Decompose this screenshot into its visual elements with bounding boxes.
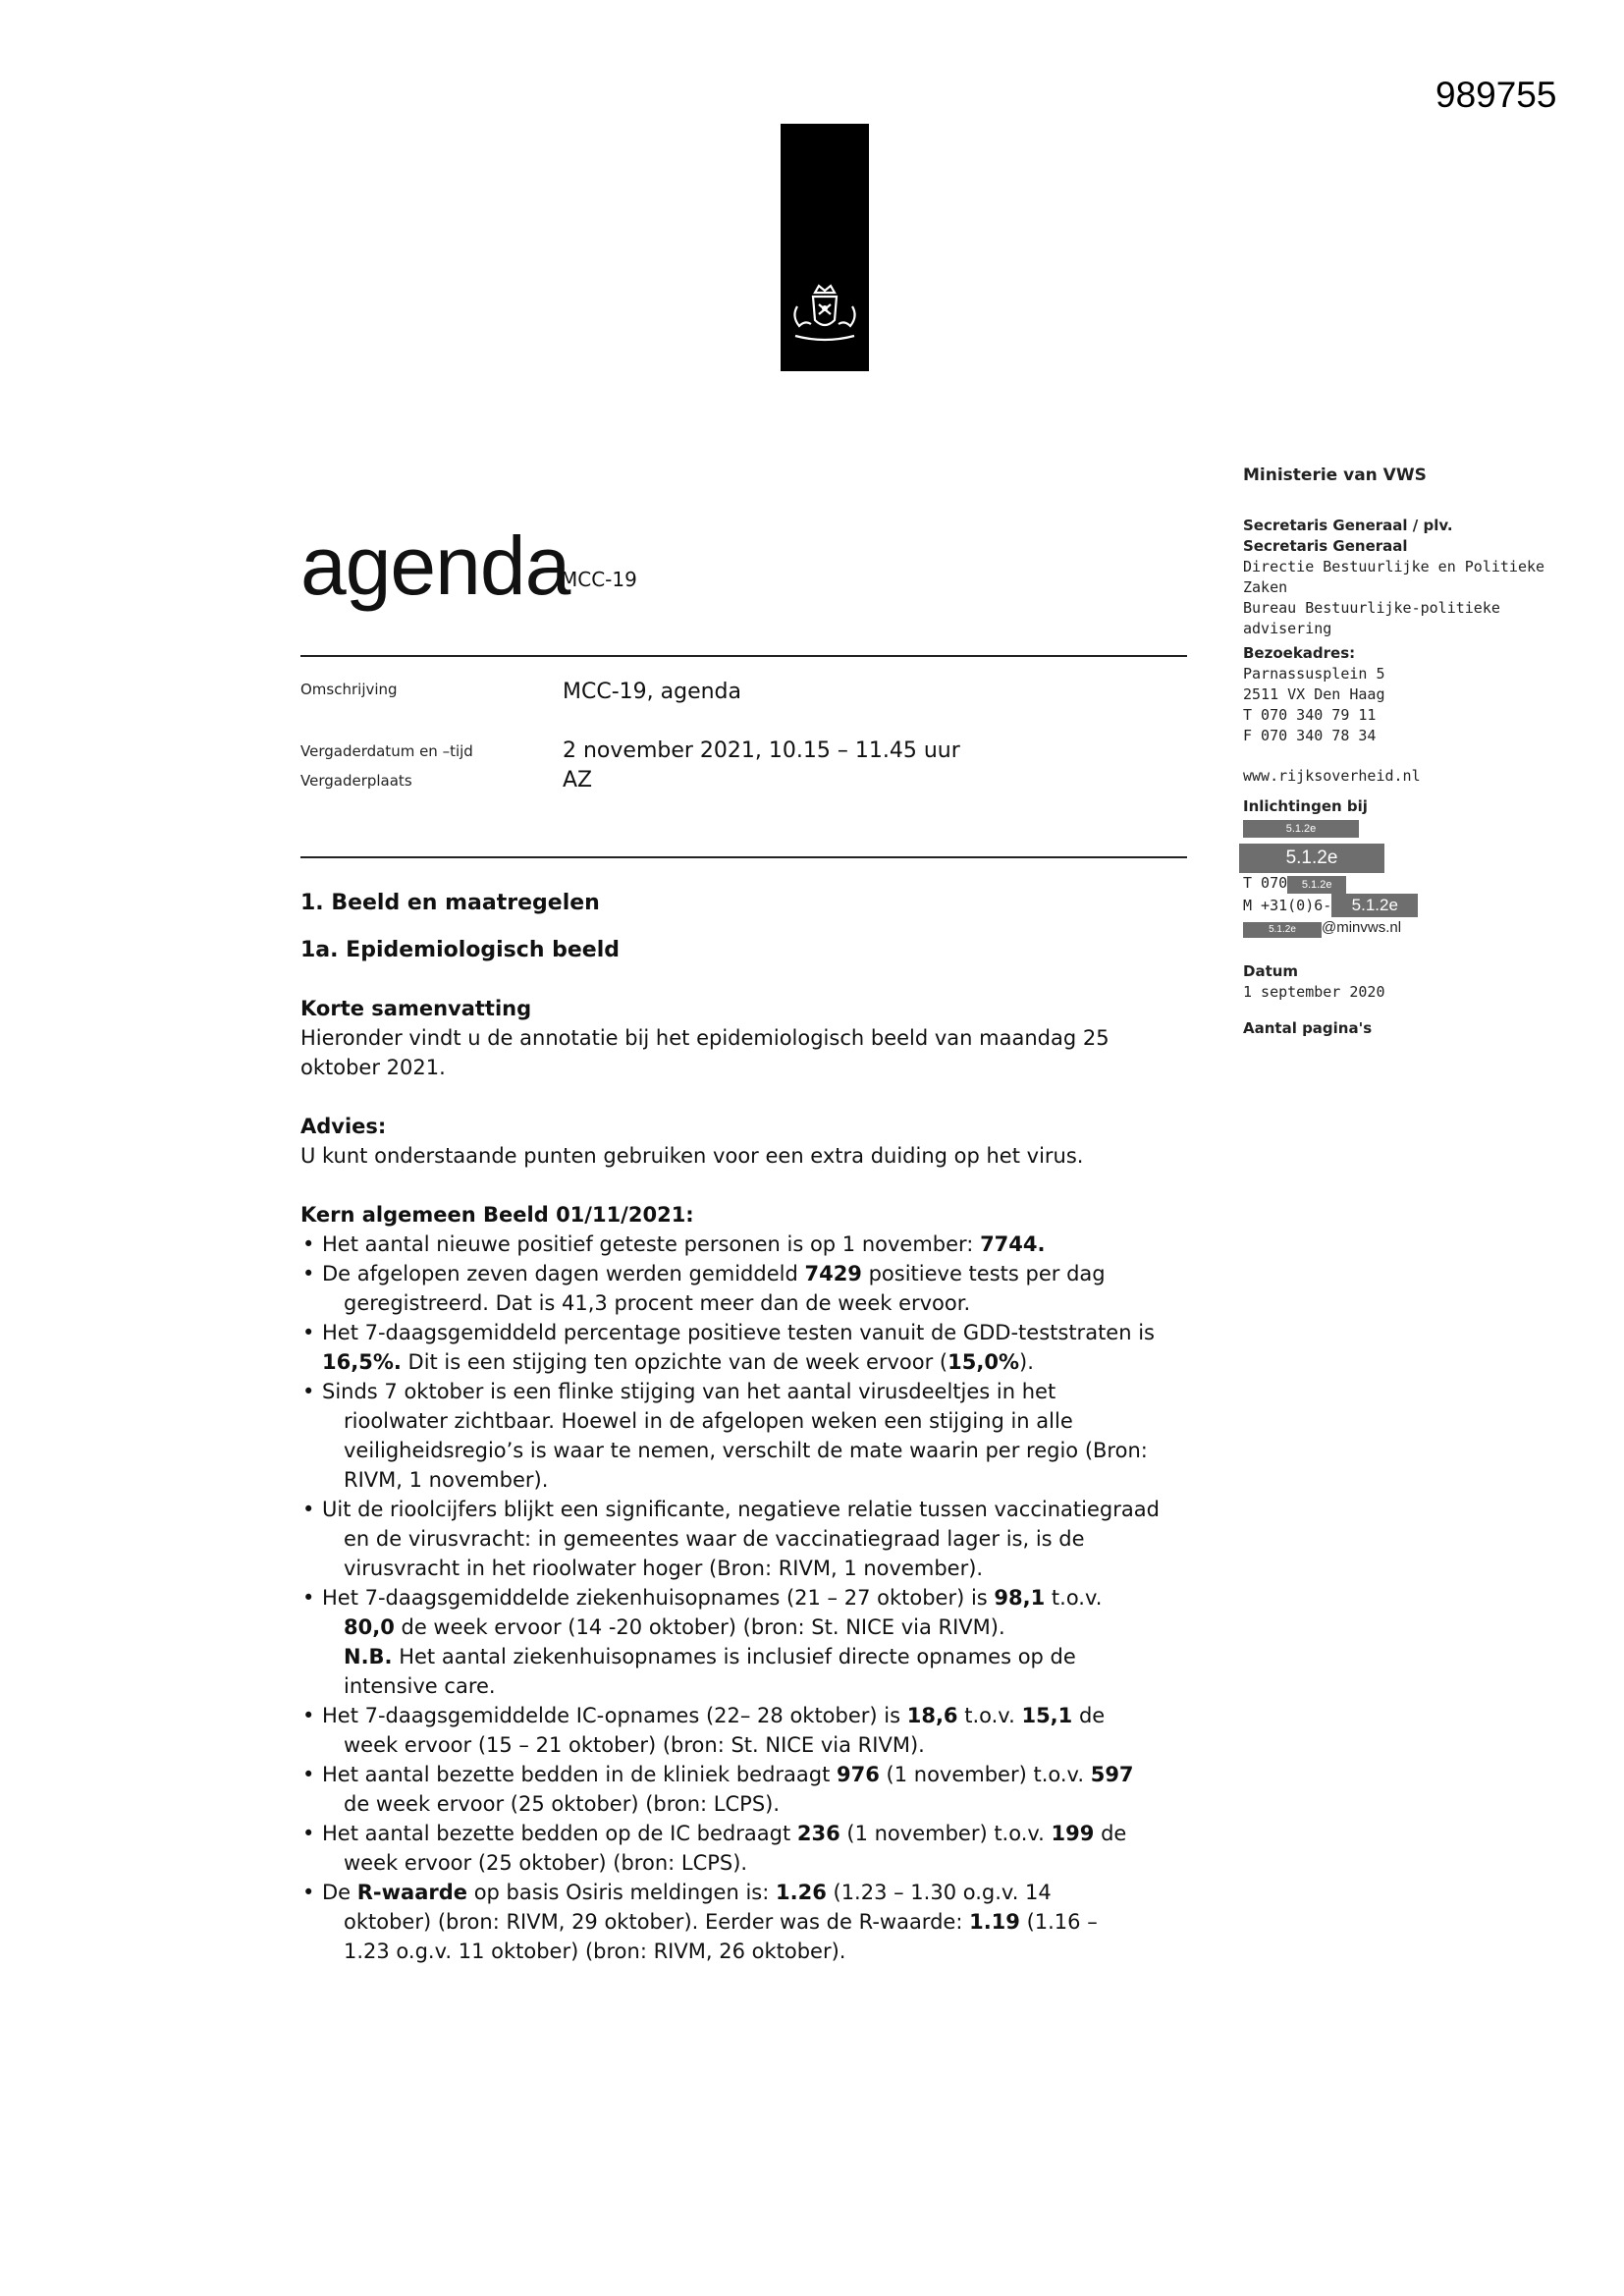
list-item: • Het aantal bezette bedden in de kliniek bedraagt 976 (1 november) t.o.v. 597 de week ervoor (25 oktober) (bron: LCPS). xyxy=(300,1760,1190,1819)
meta-divider xyxy=(300,856,1187,858)
contact-mobile-prefix: M +31(0)6- xyxy=(1243,897,1332,914)
bureau-line-1: Bureau Bestuurlijke-politieke xyxy=(1243,599,1500,617)
fax-number: F 070 340 78 34 xyxy=(1243,727,1377,744)
list-item: • Het 7-daagsgemiddelde ziekenhuisopnames (21 – 27 oktober) is 98,1 t.o.v. 80,0 de week ervoor (14 -20 oktober) (bron: St. NICE via RIVM). N.B. Het aantal ziekenhuisopnames is inclusief directe opnames op de intensive care. xyxy=(300,1583,1190,1701)
website-link[interactable]: www.rijksoverheid.nl xyxy=(1243,767,1421,785)
list-item: • De R-waarde op basis Osiris meldingen is: 1.26 (1.23 – 1.30 o.g.v. 14 oktober) (bron: RIVM, 29 oktober). Eerder was de R-waarde: 1.19 (1.16 – 1.23 o.g.v. 11 oktober) (bron: RIVM, 26 oktober). xyxy=(300,1878,1190,1966)
address-line-1: Parnassusplein 5 xyxy=(1243,665,1385,683)
redaction-block: 5.1.2e xyxy=(1331,894,1418,917)
redaction-block: 5.1.2e xyxy=(1287,876,1346,894)
date-value: 1 september 2020 xyxy=(1243,983,1385,1001)
visit-address-label: Bezoekadres: xyxy=(1243,644,1356,662)
meeting-date-label: Vergaderdatum en –tijd xyxy=(300,742,473,760)
list-item: • Het 7-daagsgemiddelde IC-opnames (22– 28 oktober) is 18,6 t.o.v. 15,1 de week ervoor (15 – 21 oktober) (bron: St. NICE via RIVM). xyxy=(300,1701,1190,1760)
meeting-date-value: 2 november 2021, 10.15 – 11.45 uur xyxy=(563,738,960,763)
core-bullet-list xyxy=(300,1230,1190,1966)
list-item: • Het aantal nieuwe positief geteste personen is op 1 november: 7744. xyxy=(300,1230,1190,1259)
info-label: Inlichtingen bij xyxy=(1243,797,1368,815)
department-line-1: Directie Bestuurlijke en Politieke xyxy=(1243,558,1545,575)
summary-block xyxy=(300,994,1190,1082)
ministry-name: Ministerie van VWS xyxy=(1243,465,1427,485)
royal-crest-icon xyxy=(785,281,864,350)
email-suffix: @minvws.nl xyxy=(1322,919,1402,936)
sidebar xyxy=(1243,465,1544,1039)
core-block xyxy=(300,1200,1190,1966)
page-subtitle: MCC-19 xyxy=(561,568,637,591)
bureau-line-2: advisering xyxy=(1243,620,1332,637)
sg-line-2: Secretaris Generaal xyxy=(1243,537,1408,555)
page-title: agenda xyxy=(300,519,570,612)
document-number: 989755 xyxy=(1435,75,1557,115)
pages-label: Aantal pagina's xyxy=(1243,1019,1373,1037)
advice-heading: Advies: xyxy=(300,1115,387,1138)
description-label: Omschrijving xyxy=(300,681,398,698)
list-item: • Het 7-daagsgemiddeld percentage positieve testen vanuit de GDD-teststraten is 16,5%. Dit is een stijging ten opzichte van de week ervoor (15,0%). xyxy=(300,1318,1190,1377)
list-item: • Sinds 7 oktober is een flinke stijging van het aantal virusdeeltjes in het rioolwater zichtbaar. Hoewel in de afgelopen weken een stijging in alle veiligheidsregio’s is waar te nemen, verschilt de mate waarin per regio (Bron: RIVM, 1 november). xyxy=(300,1377,1190,1495)
address-line-2: 2511 VX Den Haag xyxy=(1243,685,1385,703)
description-value: MCC-19, agenda xyxy=(563,680,741,704)
core-heading: Kern algemeen Beeld 01/11/2021: xyxy=(300,1203,694,1227)
department-line-2: Zaken xyxy=(1243,578,1288,596)
meeting-place-value: AZ xyxy=(563,768,593,793)
contact-phone-prefix: T 070 xyxy=(1243,874,1288,892)
list-item: • De afgelopen zeven dagen werden gemiddeld 7429 positieve tests per dag geregistreerd. Dat is 41,3 procent meer dan de week ervoor. xyxy=(300,1259,1190,1318)
redaction-block: 5.1.2e xyxy=(1239,844,1384,873)
header-divider xyxy=(300,655,1187,657)
advice-block xyxy=(300,1112,1190,1171)
redaction-block: 5.1.2e xyxy=(1243,820,1359,838)
advice-text: U kunt onderstaande punten gebruiken voor een extra duiding op het virus. xyxy=(300,1144,1084,1168)
redaction-block: 5.1.2e xyxy=(1243,922,1322,938)
summary-heading: Korte samenvatting xyxy=(300,997,532,1020)
section-heading: 1. Beeld en maatregelen xyxy=(300,891,600,915)
section-subheading: 1a. Epidemiologisch beeld xyxy=(300,938,621,962)
meeting-place-label: Vergaderplaats xyxy=(300,772,412,790)
date-label: Datum xyxy=(1243,962,1299,980)
summary-text: Hieronder vindt u de annotatie bij het epidemiologisch beeld van maandag 25 oktober 2021. xyxy=(300,1026,1110,1079)
list-item: • Het aantal bezette bedden op de IC bedraagt 236 (1 november) t.o.v. 199 de week ervoor (25 oktober) (bron: LCPS). xyxy=(300,1819,1190,1878)
list-item: • Uit de rioolcijfers blijkt een significante, negatieve relatie tussen vaccinatiegraad en de virusvracht: in gemeentes waar de vaccinatiegraad lager is, is de virusvracht in het rioolwater hoger (Bron: RIVM, 1 november). xyxy=(300,1495,1190,1583)
sg-line-1: Secretaris Generaal / plv. xyxy=(1243,517,1453,534)
phone-number: T 070 340 79 11 xyxy=(1243,706,1377,724)
